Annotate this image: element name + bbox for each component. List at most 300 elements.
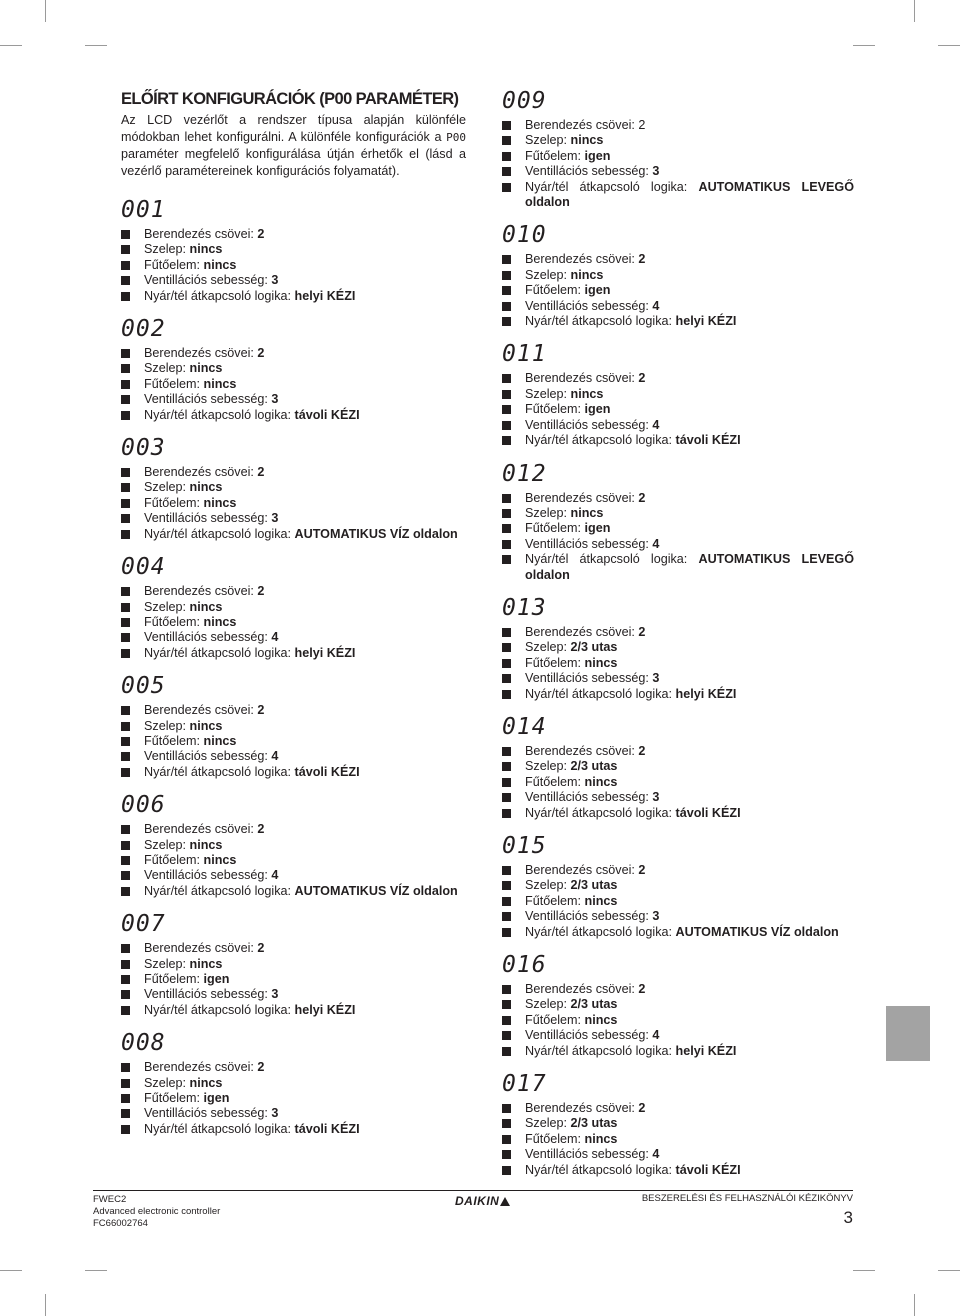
item-value: 2 — [257, 822, 265, 837]
square-bullet-icon — [121, 230, 130, 239]
item-value: nincs — [189, 1075, 223, 1090]
list-item — [121, 941, 466, 956]
item-label: Fűtőelem: — [144, 852, 204, 867]
config-item-list — [502, 371, 854, 448]
item-label: Nyár/tél átkapcsoló logika: — [144, 288, 295, 303]
item-value: 2 — [638, 1101, 646, 1116]
item-value: helyi KÉZI — [675, 1043, 737, 1058]
crop-mark — [0, 1270, 22, 1271]
item-label: Szelep: — [525, 759, 571, 774]
item-label: Ventillációs sebesség: — [144, 392, 272, 407]
square-bullet-icon — [502, 1135, 511, 1144]
footer-doc-number: FC66002764 — [93, 1218, 148, 1229]
square-bullet-icon — [502, 255, 511, 264]
item-label: Fűtőelem: — [525, 402, 585, 417]
item-value: nincs — [570, 267, 604, 282]
list-item — [502, 1132, 854, 1147]
square-bullet-icon — [121, 530, 130, 539]
square-bullet-icon — [502, 881, 511, 890]
list-item — [121, 1060, 466, 1075]
square-bullet-icon — [121, 887, 130, 896]
list-item — [121, 258, 466, 273]
item-value: 4 — [271, 868, 279, 883]
item-value: helyi KÉZI — [675, 314, 737, 329]
item-label: Nyár/tél átkapcsoló logika: — [144, 407, 295, 422]
config-code: 009 — [502, 88, 547, 114]
square-bullet-icon — [502, 1000, 511, 1009]
square-bullet-icon — [121, 245, 130, 254]
config-item-list — [502, 491, 854, 583]
square-bullet-icon — [502, 762, 511, 771]
item-value: AUTOMATIKUS LEVEGŐ oldalon — [525, 552, 854, 582]
config-block — [502, 714, 854, 821]
config-item-list — [502, 744, 854, 821]
square-bullet-icon — [121, 1006, 130, 1015]
item-label: Ventillációs sebesség: — [144, 868, 272, 883]
square-bullet-icon — [502, 271, 511, 280]
intro-code: P00 — [446, 131, 466, 144]
list-item — [502, 252, 854, 267]
config-code: 008 — [121, 1030, 166, 1057]
list-item — [502, 878, 854, 893]
square-bullet-icon — [121, 737, 130, 746]
item-label: Szelep: — [525, 640, 571, 655]
item-value: nincs — [584, 1012, 618, 1027]
item-value: 2 — [257, 1060, 265, 1075]
item-value: 4 — [652, 298, 660, 313]
item-value: nincs — [584, 893, 618, 908]
item-value: AUTOMATIKUS LEVEGŐ oldalon — [525, 179, 854, 210]
list-item — [502, 118, 854, 133]
list-item — [502, 625, 854, 640]
square-bullet-icon — [121, 960, 130, 969]
list-item — [502, 656, 854, 671]
item-label: Szelep: — [525, 997, 571, 1012]
item-label: Szelep: — [144, 361, 190, 376]
item-value: igen — [584, 283, 611, 298]
item-label: Ventillációs sebesség: — [525, 298, 653, 313]
list-item — [121, 1091, 466, 1106]
list-item — [502, 982, 854, 997]
item-value: igen — [203, 972, 230, 986]
item-value: távoli KÉZI — [675, 1162, 741, 1177]
square-bullet-icon — [121, 468, 130, 477]
square-bullet-icon — [502, 540, 511, 549]
item-label: Szelep: — [525, 267, 571, 282]
config-block — [121, 554, 466, 661]
list-item — [502, 418, 854, 433]
config-code: 001 — [121, 197, 166, 223]
footer-product-name: Advanced electronic controller — [93, 1206, 221, 1217]
square-bullet-icon — [121, 706, 130, 715]
item-label: Ventillációs sebesség: — [525, 671, 653, 686]
item-label: Szelep: — [525, 505, 571, 520]
list-item — [121, 496, 466, 511]
config-item-list — [502, 118, 854, 210]
square-bullet-icon — [121, 944, 130, 953]
item-label: Ventillációs sebesség: — [144, 749, 272, 764]
item-label: Szelep: — [144, 1075, 190, 1090]
item-label: Ventillációs sebesség: — [144, 1106, 272, 1121]
config-block — [121, 911, 466, 1018]
list-item — [502, 402, 854, 417]
item-value: 4 — [652, 536, 660, 551]
footer-manual-title: BESZERELÉSI ÉS FELHASZNÁLÓI KÉZIKÖNYV — [641, 1193, 853, 1204]
config-block — [502, 222, 854, 329]
config-item-list — [121, 227, 466, 304]
config-item-list — [502, 625, 854, 702]
config-code: 007 — [121, 911, 166, 938]
item-label: Berendezés csövei: — [144, 227, 258, 241]
square-bullet-icon — [121, 514, 130, 523]
config-code: 017 — [502, 1071, 547, 1098]
square-bullet-icon — [121, 618, 130, 627]
config-item-list — [121, 1060, 466, 1137]
item-value: nincs — [189, 718, 223, 733]
square-bullet-icon — [502, 390, 511, 399]
list-item — [502, 180, 854, 211]
list-item — [121, 346, 466, 361]
square-bullet-icon — [502, 1119, 511, 1128]
item-value: igen — [584, 521, 611, 536]
item-value: távoli KÉZI — [675, 805, 741, 820]
list-item — [121, 527, 466, 542]
square-bullet-icon — [121, 722, 130, 731]
item-value: 3 — [271, 511, 279, 526]
item-value: helyi KÉZI — [294, 645, 356, 660]
item-label: Szelep: — [525, 386, 571, 401]
list-item — [502, 863, 854, 878]
item-label: Berendezés csövei: — [144, 941, 258, 956]
list-item — [502, 790, 854, 805]
item-value: 3 — [652, 164, 660, 179]
item-value: nincs — [584, 774, 618, 789]
item-value: nincs — [189, 480, 223, 495]
config-item-list — [502, 252, 854, 329]
list-item — [121, 242, 466, 257]
item-label: Nyár/tél átkapcsoló logika: — [525, 179, 699, 194]
item-value: távoli KÉZI — [294, 1121, 360, 1136]
item-value: nincs — [203, 614, 237, 629]
item-label: Fűtőelem: — [144, 972, 204, 986]
list-item — [502, 387, 854, 402]
crop-mark — [914, 0, 915, 22]
square-bullet-icon — [502, 1016, 511, 1025]
config-code: 002 — [121, 316, 166, 343]
config-code: 011 — [502, 341, 547, 368]
item-label: Fűtőelem: — [144, 495, 204, 510]
square-bullet-icon — [121, 395, 130, 404]
list-item — [502, 640, 854, 655]
square-bullet-icon — [502, 1047, 511, 1056]
list-item — [502, 314, 854, 329]
item-label: Ventillációs sebesség: — [525, 417, 653, 432]
page-number: 3 — [843, 1208, 853, 1227]
item-label: Fűtőelem: — [525, 1131, 585, 1146]
list-item — [121, 289, 466, 304]
square-bullet-icon — [502, 183, 511, 192]
item-label: Nyár/tél átkapcsoló logika: — [144, 764, 295, 779]
square-bullet-icon — [121, 364, 130, 373]
item-value: AUTOMATIKUS VÍZ oldalon — [675, 924, 839, 939]
item-label: Ventillációs sebesség: — [525, 536, 653, 551]
item-label: Berendezés csövei: 2 — [525, 118, 646, 132]
item-label: Szelep: — [144, 480, 190, 495]
item-value: 2 — [638, 624, 646, 639]
list-item — [121, 408, 466, 423]
item-value: helyi KÉZI — [675, 686, 737, 701]
square-bullet-icon — [502, 421, 511, 430]
item-label: Nyár/tél átkapcsoló logika: — [144, 883, 295, 898]
item-value: 2 — [257, 465, 265, 480]
item-value: 2/3 utas — [570, 759, 618, 774]
config-item-list — [121, 941, 466, 1018]
square-bullet-icon — [502, 809, 511, 818]
square-bullet-icon — [121, 856, 130, 865]
item-label: Ventillációs sebesség: — [144, 273, 272, 288]
config-code: 014 — [502, 713, 547, 740]
item-label: Berendezés csövei: — [525, 490, 639, 505]
square-bullet-icon — [502, 1166, 511, 1175]
config-item-list — [121, 822, 466, 899]
item-value: nincs — [584, 1131, 618, 1146]
item-label: Nyár/tél átkapcsoló logika: — [525, 924, 676, 939]
item-label: Berendezés csövei: — [144, 465, 258, 480]
item-label: Nyár/tél átkapcsoló logika: — [144, 1002, 295, 1017]
intro-paragraph — [121, 112, 466, 180]
list-item — [502, 299, 854, 314]
config-block — [502, 341, 854, 448]
square-bullet-icon — [121, 825, 130, 834]
list-item — [502, 268, 854, 283]
list-item — [121, 1122, 466, 1137]
item-label: Nyár/tél átkapcsoló logika: — [525, 805, 676, 820]
crop-mark — [85, 1270, 107, 1271]
item-value: 3 — [271, 987, 279, 1002]
item-value: nincs — [203, 495, 237, 510]
item-value: 2 — [638, 490, 646, 505]
square-bullet-icon — [502, 302, 511, 311]
list-item — [121, 392, 466, 407]
item-label: Nyár/tél átkapcsoló logika: — [144, 645, 295, 660]
item-label: Fűtőelem: — [144, 733, 204, 748]
item-value: 4 — [652, 1147, 660, 1162]
list-item — [121, 853, 466, 868]
item-label: Fűtőelem: — [525, 655, 585, 670]
square-bullet-icon — [121, 990, 130, 999]
item-label: Szelep: — [144, 956, 190, 971]
config-item-list — [502, 982, 854, 1059]
config-item-list — [502, 863, 854, 940]
square-bullet-icon — [121, 871, 130, 880]
square-bullet-icon — [502, 317, 511, 326]
square-bullet-icon — [502, 286, 511, 295]
item-value: 3 — [652, 909, 660, 924]
item-value: nincs — [189, 837, 223, 852]
list-item — [502, 371, 854, 386]
config-block — [502, 88, 854, 210]
list-item — [502, 806, 854, 821]
item-label: Berendezés csövei: — [144, 822, 258, 837]
list-item — [121, 749, 466, 764]
square-bullet-icon — [121, 1063, 130, 1072]
list-item — [121, 600, 466, 615]
square-bullet-icon — [502, 436, 511, 445]
item-value: helyi KÉZI — [294, 288, 356, 303]
list-item — [502, 506, 854, 521]
item-value: 2 — [257, 584, 265, 599]
right-column — [502, 88, 854, 1190]
item-value: 2/3 utas — [570, 878, 618, 893]
list-item — [502, 997, 854, 1012]
item-value: nincs — [203, 257, 237, 272]
item-label: Szelep: — [144, 599, 190, 614]
item-value: igen — [584, 148, 611, 163]
config-block — [502, 1071, 854, 1178]
item-value: nincs — [584, 655, 618, 670]
item-value: 4 — [652, 1028, 660, 1043]
list-item — [502, 925, 854, 940]
list-item — [121, 765, 466, 780]
item-value: nincs — [570, 386, 604, 401]
item-label: Nyár/tél átkapcsoló logika: — [144, 526, 295, 541]
list-item — [121, 972, 466, 987]
list-item — [121, 465, 466, 480]
item-label: Ventillációs sebesség: — [525, 790, 653, 805]
item-label: Fűtőelem: — [525, 148, 585, 163]
item-value: nincs — [203, 376, 237, 391]
crop-mark — [45, 0, 46, 22]
item-label: Fűtőelem: — [525, 893, 585, 908]
item-label: Berendezés csövei: — [144, 584, 258, 599]
list-item — [502, 775, 854, 790]
list-item — [502, 1044, 854, 1059]
item-label: Berendezés csövei: — [525, 624, 639, 639]
list-item — [121, 1106, 466, 1121]
crop-mark — [914, 1294, 915, 1316]
square-bullet-icon — [502, 778, 511, 787]
item-label: Fűtőelem: — [144, 376, 204, 391]
config-code: 010 — [502, 222, 547, 249]
item-value: 2 — [257, 346, 265, 361]
item-label: Fűtőelem: — [144, 1091, 204, 1106]
item-value: igen — [584, 402, 611, 417]
list-item — [502, 1013, 854, 1028]
item-label: Berendezés csövei: — [525, 863, 639, 877]
item-label: Nyár/tél átkapcsoló logika: — [525, 552, 699, 567]
item-label: Berendezés csövei: — [525, 743, 639, 758]
square-bullet-icon — [502, 136, 511, 145]
list-item — [502, 537, 854, 552]
config-item-list — [502, 1101, 854, 1178]
item-label: Szelep: — [144, 242, 190, 257]
square-bullet-icon — [502, 374, 511, 383]
square-bullet-icon — [502, 912, 511, 921]
config-item-list — [121, 346, 466, 423]
item-value: 2/3 utas — [570, 640, 618, 655]
item-value: 2 — [638, 743, 646, 758]
square-bullet-icon — [502, 674, 511, 683]
item-label: Szelep: — [525, 1116, 571, 1131]
list-item — [502, 164, 854, 179]
logo-text: DAIKIN — [455, 1194, 500, 1208]
square-bullet-icon — [502, 793, 511, 802]
config-code: 016 — [502, 952, 547, 979]
square-bullet-icon — [121, 276, 130, 285]
left-column — [121, 88, 466, 1149]
item-label: Fűtőelem: — [525, 283, 585, 298]
intro-text: paraméter megfelelő konfigurálása útján érhetők el (lásd a vezérlő paramétereinek konfigurációs folyamatát). — [121, 147, 466, 178]
config-block — [121, 792, 466, 899]
config-block — [502, 952, 854, 1059]
crop-mark — [853, 45, 875, 46]
item-label: Szelep: — [144, 837, 190, 852]
config-block — [121, 673, 466, 780]
list-item — [121, 584, 466, 599]
config-code: 013 — [502, 594, 547, 621]
square-bullet-icon — [502, 897, 511, 906]
square-bullet-icon — [502, 405, 511, 414]
square-bullet-icon — [502, 167, 511, 176]
crop-mark — [853, 1270, 875, 1271]
square-bullet-icon — [121, 633, 130, 642]
list-item — [502, 909, 854, 924]
list-item — [502, 894, 854, 909]
config-block — [502, 833, 854, 940]
config-block — [121, 435, 466, 542]
item-value: 2 — [257, 227, 265, 241]
square-bullet-icon — [502, 866, 511, 875]
item-value: 2 — [257, 941, 265, 956]
list-item — [502, 671, 854, 686]
item-label: Berendezés csövei: — [144, 1060, 258, 1075]
item-value: nincs — [189, 361, 223, 376]
side-tab — [886, 1006, 930, 1061]
crop-mark — [0, 45, 22, 46]
crop-mark — [938, 45, 960, 46]
list-item — [121, 630, 466, 645]
intro-text: Az LCD vezérlőt a rendszer típusa alapján különféle módokban lehet konfigurálni. A különféle konfigurációk a — [121, 113, 466, 144]
item-value: 2 — [638, 371, 646, 386]
list-item — [121, 1076, 466, 1091]
square-bullet-icon — [121, 768, 130, 777]
square-bullet-icon — [121, 1109, 130, 1118]
item-value: nincs — [189, 242, 223, 257]
square-bullet-icon — [502, 1031, 511, 1040]
item-value: 3 — [271, 273, 279, 288]
square-bullet-icon — [502, 928, 511, 937]
item-label: Berendezés csövei: — [525, 252, 639, 267]
item-value: helyi KÉZI — [294, 1002, 356, 1017]
item-label: Ventillációs sebesség: — [144, 511, 272, 526]
item-label: Berendezés csövei: — [525, 982, 639, 997]
item-value: AUTOMATIKUS VÍZ oldalon — [294, 526, 458, 541]
item-value: 3 — [271, 1106, 279, 1121]
config-block — [502, 595, 854, 702]
square-bullet-icon — [121, 603, 130, 612]
square-bullet-icon — [121, 1094, 130, 1103]
square-bullet-icon — [121, 292, 130, 301]
item-label: Berendezés csövei: — [525, 371, 639, 386]
item-label: Nyár/tél átkapcsoló logika: — [525, 1162, 676, 1177]
square-bullet-icon — [502, 509, 511, 518]
list-item — [502, 1028, 854, 1043]
list-item — [502, 1116, 854, 1131]
square-bullet-icon — [502, 555, 511, 564]
crop-mark — [45, 1294, 46, 1316]
item-value: távoli KÉZI — [294, 764, 360, 779]
item-value: 3 — [652, 790, 660, 805]
